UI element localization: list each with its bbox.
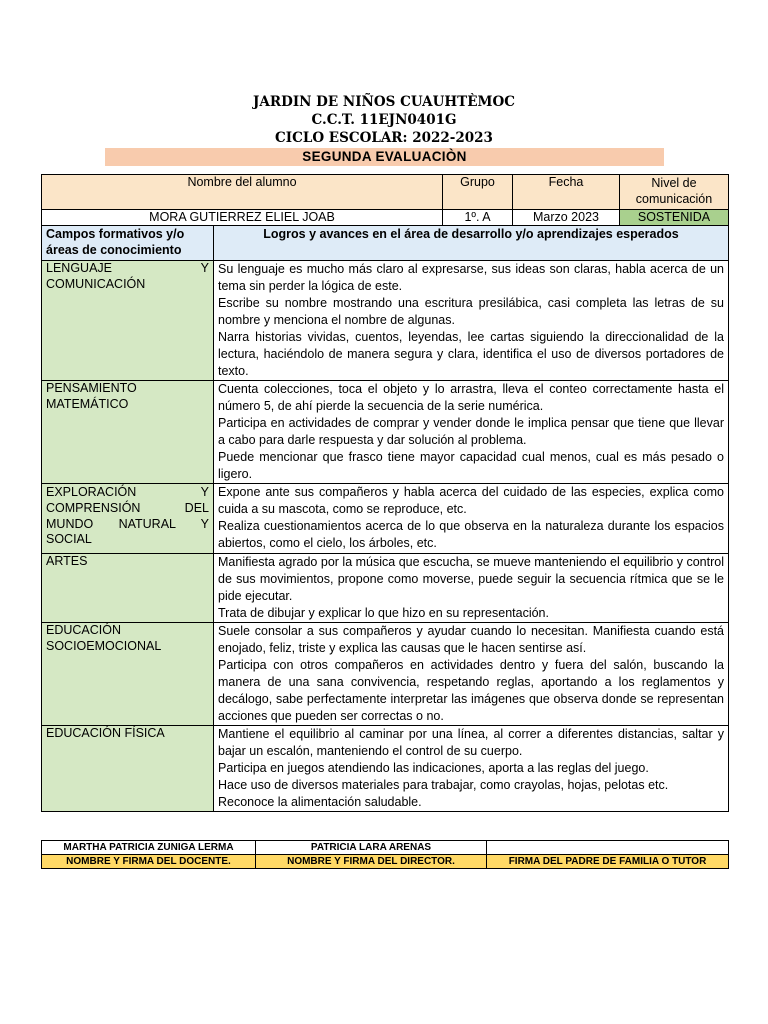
area-exploration-description: [214, 484, 729, 554]
paragraph: Participa con otros compañeros en actividades dentro y fuera del salón, buscando la manera de una sana convivencia, respetando reglas, aportando a los reglamentos y decálogo, sabe perfectamente interpretar las imágenes que observa donde se representan acciones que pueden ser correctas o no.: [218, 658, 724, 723]
student-row: [42, 210, 729, 226]
area-row: [42, 623, 729, 726]
area-language-description: [214, 261, 729, 381]
area-row: [42, 381, 729, 484]
paragraph: Hace uso de diversos materiales para trabajar, como crayolas, hojas, pelotas etc.: [218, 778, 669, 792]
communication-level-badge: SOSTENIDA: [620, 210, 729, 226]
area-physical-description: [214, 726, 729, 812]
parent-name: [487, 841, 729, 855]
table-header-row: [42, 175, 729, 210]
date-header: Fecha: [513, 175, 620, 210]
signature-table: [41, 840, 729, 869]
area-row: [42, 554, 729, 623]
student-name: MORA GUTIERREZ ELIEL JOAB: [42, 210, 443, 226]
student-date: Marzo 2023: [513, 210, 620, 226]
fields-header: Campos formativos y/o áreas de conocimiento: [42, 226, 214, 261]
paragraph: Su lenguaje es mucho más claro al expresarse, sus ideas son claras, habla acerca de un tema sin perder la lógica de este.: [218, 262, 724, 293]
group-header: Grupo: [443, 175, 513, 210]
area-physical: EDUCACIÓN FÍSICA: [42, 726, 214, 812]
area-math: PENSAMIENTO MATEMÁTICO: [42, 381, 214, 484]
evaluation-table: [41, 174, 729, 812]
evaluation-banner: SEGUNDA EVALUACIÒN: [105, 148, 664, 166]
area-row: [42, 726, 729, 812]
area-row: [42, 261, 729, 381]
director-name: PATRICIA LARA ARENAS: [256, 841, 487, 855]
area-exploration: EXPLORACIÓN Y COMPRENSIÓN DEL MUNDO NATURAL Y SOCIAL: [42, 484, 214, 554]
signature-names-row: [42, 841, 729, 855]
school-cycle: CICLO ESCOLAR: 2022-2023: [275, 130, 493, 146]
paragraph: Manifiesta agrado por la música que escucha, se mueve manteniendo el equilibrio y control de sus movimientos, propone como moverse, puede seguir la secuencia rítmica que se le pide ejecutar.: [218, 555, 724, 603]
paragraph: Mantiene el equilibrio al caminar por una línea, al correr a diferentes distancias, saltar y bajar un escalón, manteniendo el control de su cuerpo.: [218, 727, 724, 758]
paragraph: Reconoce la alimentación saludable.: [218, 795, 422, 809]
paragraph: Realiza cuestionamientos acerca de lo que observa en la naturaleza durante los espacios abiertos, como el cielo, los árboles, etc.: [218, 519, 724, 550]
area-row: [42, 484, 729, 554]
teacher-signature-label: NOMBRE Y FIRMA DEL DOCENTE.: [42, 855, 256, 869]
achievements-header: Logros y avances en el área de desarrollo y/o aprendizajes esperados: [214, 226, 729, 261]
school-name: JARDIN DE NIÑOS CUAUHTÈMOC: [253, 94, 515, 110]
paragraph: Puede mencionar que frasco tiene mayor capacidad cual menos, cual es más pesado o ligero.: [218, 450, 724, 481]
paragraph: Narra historias vividas, cuentos, leyendas, lee cartas siguiendo la direccionalidad de la lectura, haciéndolo de manera segura y clara, identifica el uso de diversos portadores de texto.: [218, 330, 724, 378]
parent-signature-label: FIRMA DEL PADRE DE FAMILIA O TUTOR: [487, 855, 729, 869]
area-socioemotional: EDUCACIÓN SOCIOEMOCIONAL: [42, 623, 214, 726]
signature-labels-row: [42, 855, 729, 869]
area-arts: ARTES: [42, 554, 214, 623]
paragraph: Expone ante sus compañeros y habla acerca del cuidado de las especies, explica como cuida a su mascota, como se reproduce, etc.: [218, 485, 724, 516]
student-group: 1º. A: [443, 210, 513, 226]
paragraph: Participa en actividades de comprar y vender donde le implica pensar que tiene que llevar a cabo para darle respuesta y dar solución al problema.: [218, 416, 724, 447]
paragraph: Suele consolar a sus compañeros y ayudar cuando lo necesitan. Manifiesta cuando está enojado, feliz, triste y explica las causas que le hacen sentirse así.: [218, 624, 724, 655]
area-arts-description: [214, 554, 729, 623]
paragraph: Cuenta colecciones, toca el objeto y lo arrastra, lleva el conteo correctamente hasta el número 5, de ahí pierde la secuencia de la serie numérica.: [218, 382, 724, 413]
paragraph: Trata de dibujar y explicar lo que hizo en su representación.: [218, 606, 549, 620]
teacher-name: MARTHA PATRICIA ZUNIGA LERMA: [42, 841, 256, 855]
school-cct: C.C.T. 11EJN0401G: [311, 112, 457, 128]
area-math-description: [214, 381, 729, 484]
student-name-header: Nombre del alumno: [42, 175, 443, 210]
fields-header-row: [42, 226, 729, 261]
level-header: Nivel de comunicación: [620, 175, 729, 210]
area-socioemotional-description: [214, 623, 729, 726]
paragraph: Participa en juegos atendiendo las indicaciones, aporta a las reglas del juego.: [218, 761, 649, 775]
director-signature-label: NOMBRE Y FIRMA DEL DIRECTOR.: [256, 855, 487, 869]
paragraph: Escribe su nombre mostrando una escritura presilábica, casi completa las letras de su nombre y menciona el nombre de algunas.: [218, 296, 724, 327]
area-language: LENGUAJE Y COMUNICACIÓN: [42, 261, 214, 381]
